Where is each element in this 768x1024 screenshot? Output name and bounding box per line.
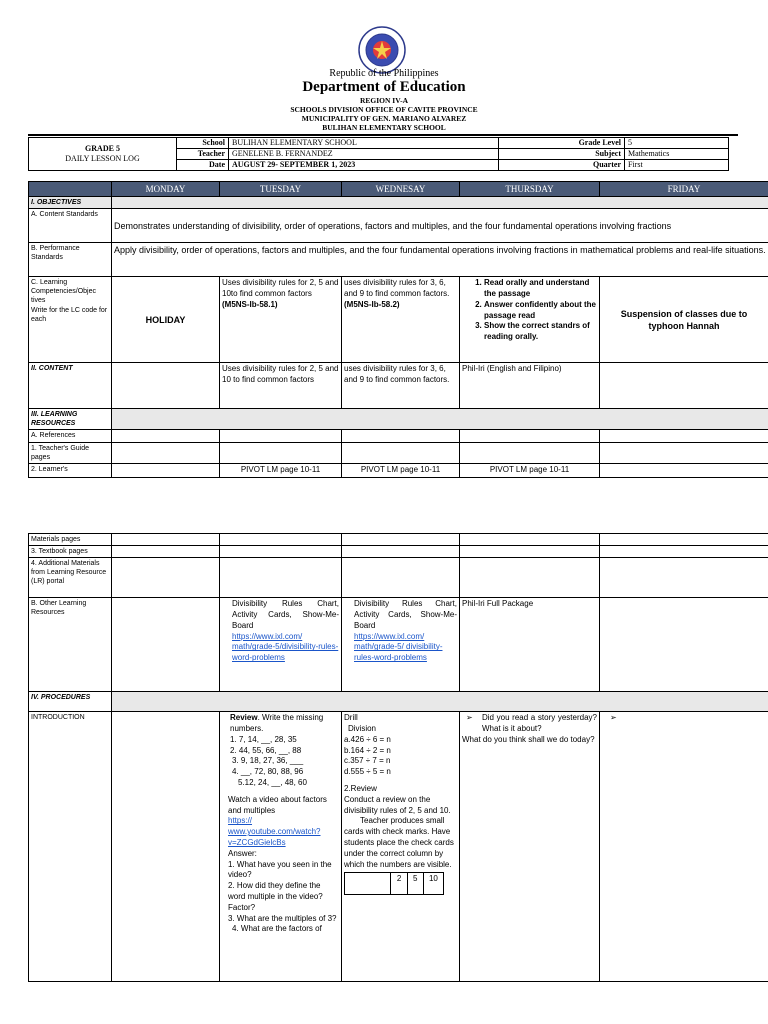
lesson-table-page1 [28,181,768,478]
resources-label: III. LEARNING RESOURCES [29,409,112,430]
arrow-bullet-icon: ➢ [466,713,473,723]
thu-objective: 1. Read orally and understand the passage [484,278,597,300]
lesson-table-page2 [28,533,768,982]
tue-question: 3. What are the multiples of 3? [228,913,337,923]
thu-pivot: PIVOT LM page 10-11 [460,463,600,477]
region: REGION IV-A [360,96,408,105]
thu-question: Did you read a story yesterday? What is it about? [482,713,597,733]
wed-equation: b.164 ÷ 2 = n [344,745,391,755]
thu-other-resources: Phil-Iri Full Package [460,598,600,692]
content-standards-text: Demonstrates understanding of divisibility, order of operations, factors and multiples, and the four fundamental operations involving fractions [112,209,768,243]
tue-question: 2. How did they define the word multiple in the video? Factor? [228,881,323,912]
wed-equation: d.555 ÷ 5 = n [344,767,391,777]
quarter-value: First [625,160,729,171]
school-label: School [177,138,229,149]
school-value: BULIHAN ELEMENTARY SCHOOL [229,138,499,149]
republic-title: Republic of the Philippines [329,68,439,79]
subject-label: Subject [499,149,625,160]
tue-question: 4. What are the factors of [232,924,322,934]
thu-objective: 2. Answer confidently about the passage read [484,300,597,322]
tue-seq: 4. __, 72, 80, 88, 96 [232,767,304,777]
grade-label: GRADE 5 [85,144,120,153]
thu-content: Phil-Iri (English and Filipino) [460,363,600,409]
deped-seal [358,26,406,74]
tue-question: 1. What have you seen in the video? [228,859,332,880]
day-friday: FRIDAY [600,182,768,197]
municipality: MUNICIPALITY OF GEN. MARIANO ALVAREZ [301,114,467,123]
materials-label: Materials pages [29,534,112,546]
tue-review [228,713,339,735]
wed-code: (M5NS-Ib-58.2) [344,299,400,309]
introduction-label: INTRODUCTION [29,712,112,982]
division: SCHOOLS DIVISION OFFICE OF CAVITE PROVINCE [290,105,478,114]
tue-video-text: Watch a video about factors and multiples [228,794,327,815]
wed-drill: Drill [344,713,358,723]
fri-suspension: Suspension of classes due to typhoon Hannah [600,277,768,363]
holiday-text: HOLIDAY [112,277,220,363]
check-card-table [344,872,444,895]
day-wednesday: WEDNESAY [342,182,460,197]
school-name: BULIHAN ELEMENTARY SCHOOL [322,123,446,132]
textbook-label: 3. Textbook pages [29,546,112,558]
info-table [28,137,729,171]
tue-content: Uses divisibility rules for 2, 5 and 10 to find common factors [220,363,342,409]
header-divider [28,134,738,136]
tue-seq: 5.12, 24, __, 48, 60 [238,777,307,787]
thu-objectives-list [462,278,597,343]
thu-question-2: What do you think shall we do today? [462,734,595,744]
check-col: 10 [423,873,443,895]
additional-label: 4. Additional Materials from Learning Resource (LR) portal [29,558,112,598]
tue-seq: 3. 9, 18, 27, 36, ___ [232,756,304,766]
performance-label: B. Performance Standards [29,243,112,277]
thu-question-row [462,713,597,735]
tg-label: 1. Teacher's Guide pages [29,442,112,463]
content-standards-label: A. Content Standards [29,209,112,243]
learner-label: 2. Learner's [29,463,112,477]
check-col: 5 [407,873,423,895]
tue-review-bold: Review [230,713,258,723]
objectives-label: I. OBJECTIVES [29,197,112,209]
grade-level-label: Grade Level [499,138,625,149]
date-label: Date [177,160,229,171]
wed-other-resources: Divisibility Rules Chart, Activity Cards, Show-Me-Board [354,599,457,630]
day-monday: MONDAY [112,182,220,197]
tue-review-text: . Write the missing numbers. [230,713,324,733]
tue-youtube-link[interactable]: https:// www.youtube.com/watch? v=ZCGdGielcBs [228,816,321,847]
check-col: 2 [391,873,407,895]
tue-other-resources: Divisibility Rules Chart, Activity Cards, Show-Me-Board [232,599,339,630]
performance-text: Apply divisibility, order of operations, factors and multiples, and the four fundamental operations involving fractions in mathematical problems and real-life situations. [112,243,768,277]
day-tuesday: TUESDAY [220,182,342,197]
other-resources-label: B. Other Learning Resources [29,598,112,692]
tue-ixl-link[interactable]: https://www.ixl.com/ math/grade-5/divisibility-rules-word-problems [232,631,339,663]
procedures-label: IV. PROCEDURES [29,692,112,712]
wed-equation: a.426 ÷ 6 = n [344,734,391,744]
content-label: II. CONTENT [29,363,112,409]
fri-arrow-bullet-icon: ➢ [610,713,617,723]
lc-code-label: Write for the LC code for each [31,306,108,323]
dll-label: DAILY LESSON LOG [65,154,140,163]
wed-pivot: PIVOT LM page 10-11 [342,463,460,477]
thu-objective: 3. Show the correct standrs of reading orally. [484,321,597,343]
tue-answer-label: Answer: [228,848,257,858]
department-title: Department of Education [302,79,466,95]
tue-competency: Uses divisibility rules for 2, 5 and 10to find common factors [222,278,339,299]
date-value: AUGUST 29- SEPTEMBER 1, 2023 [229,160,499,171]
wed-competency: uses divisibility rules for 3, 6, and 9 to find common factors. [344,278,450,299]
wed-review-heading: 2.Review [344,783,377,793]
references-label: A. References [29,430,112,442]
wed-review-text: Conduct a review on the divisibility rules of 2, 5 and 10. [344,794,451,815]
wed-equation: c.357 ÷ 7 = n [344,756,391,766]
teacher-value: GENELENE B. FERNANDEZ [229,149,499,160]
tue-pivot: PIVOT LM page 10-11 [220,463,342,477]
tue-code: (M5NS-Ib-58.1) [222,299,278,309]
tue-seq: 1. 7, 14, __, 28, 35 [230,734,297,744]
wed-content: uses divisibility rules for 3, 6, and 9 to find common factors. [342,363,460,409]
subject-value: Mathematics [625,149,729,160]
wed-division: Division [348,723,377,733]
wed-ixl-link[interactable]: https://www.ixl.com/ math/grade-5/ divisibility-rules-word-problems [354,631,443,663]
tue-seq: 2. 44, 55, 66, __, 88 [230,745,302,755]
teacher-label: Teacher [177,149,229,160]
day-thursday: THURSDAY [460,182,600,197]
competencies-label: C. Learning Competencies/Objec tives [31,279,96,305]
wed-teacher-text: Teacher produces small cards with check marks. Have students place the check cards under the correct column by which the numbers are visible. [344,816,454,869]
quarter-label: Quarter [499,160,625,171]
grade-level-value: 5 [625,138,729,149]
